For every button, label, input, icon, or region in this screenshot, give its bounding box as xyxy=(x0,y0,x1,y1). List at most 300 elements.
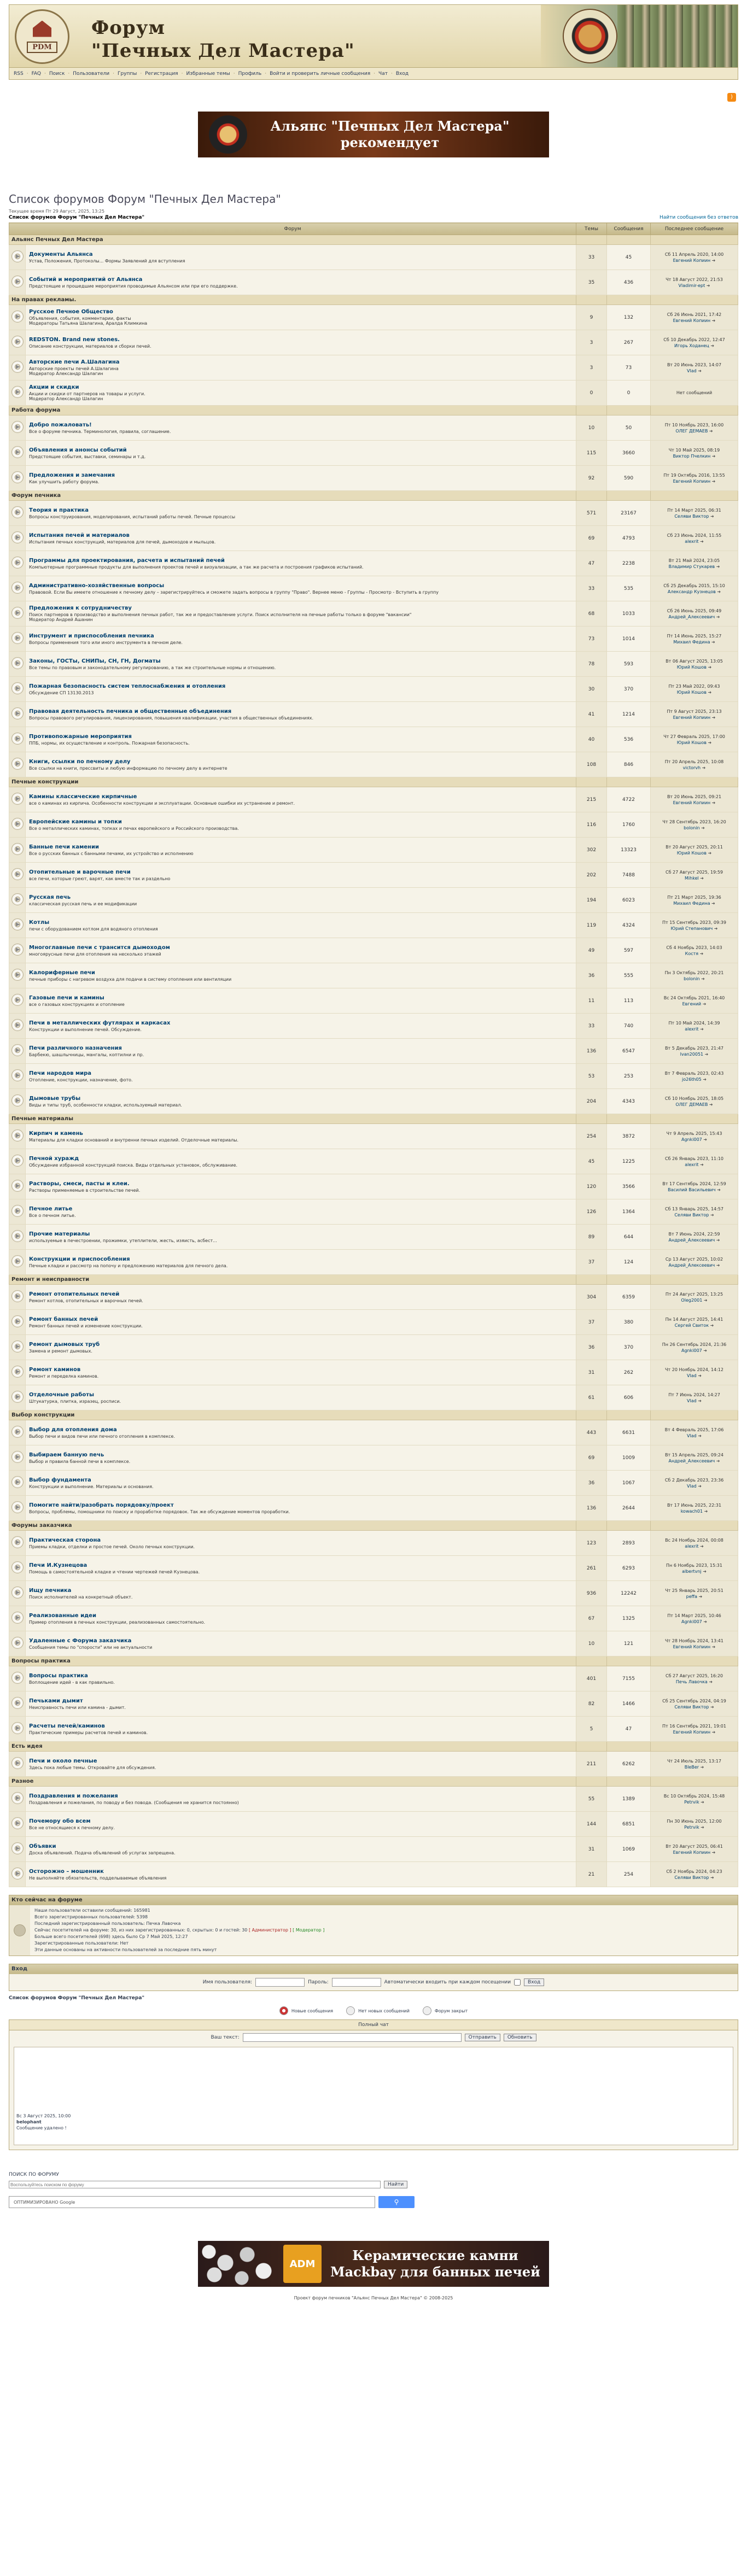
forum-row xyxy=(9,1420,738,1445)
forum-link[interactable]: Прочие материалы xyxy=(29,1231,90,1237)
last-post-date: Сб 26 Июнь 2025, 09:49 xyxy=(667,608,722,613)
last-post-arrow-icon[interactable]: ➜ xyxy=(703,1619,707,1624)
nav-item[interactable]: FAQ xyxy=(31,71,41,77)
last-post-author[interactable]: alexrit xyxy=(685,1162,699,1167)
last-post-author[interactable]: BleBer xyxy=(684,1764,699,1770)
last-post-date: Сб 26 Январь 2023, 11:10 xyxy=(664,1156,724,1161)
forum-folder-icon xyxy=(11,918,24,930)
last-post-arrow-icon[interactable]: ➜ xyxy=(700,538,704,544)
forum-link[interactable]: Осторожно – мошенник xyxy=(29,1868,104,1875)
forum-folder-icon xyxy=(11,311,24,323)
last-post-author[interactable]: Андрей_Алексеевич xyxy=(668,614,715,619)
forum-link[interactable]: Правовая деятельность печника и общественные объединения xyxy=(29,708,232,715)
last-post-author[interactable]: Евгений Копиин xyxy=(673,715,711,720)
forum-link[interactable]: REDSTON. Brand new stones. xyxy=(29,336,120,343)
forum-link[interactable]: Выбираем банную печь xyxy=(29,1451,104,1458)
forum-link[interactable]: Отделочные работы xyxy=(29,1391,95,1398)
forum-link[interactable]: Объявки xyxy=(29,1843,56,1849)
last-post-arrow-icon[interactable]: ➜ xyxy=(710,1704,714,1709)
post-count: 254 xyxy=(607,1862,651,1887)
forum-folder-icon xyxy=(11,1255,24,1267)
last-post-arrow-icon[interactable]: ➜ xyxy=(717,1187,721,1192)
category-row xyxy=(9,1114,738,1124)
last-post-arrow-icon[interactable]: ➜ xyxy=(709,428,713,434)
forum-link[interactable]: Русское Печное Общество xyxy=(29,309,113,315)
forum-link[interactable]: Ищу печника xyxy=(29,1587,72,1594)
post-count: 1325 xyxy=(607,1606,651,1631)
forum-link[interactable]: Объявления и анонсы событий xyxy=(29,447,127,453)
last-post-arrow-icon[interactable]: ➜ xyxy=(701,1824,704,1830)
last-post-arrow-icon[interactable]: ➜ xyxy=(714,926,718,931)
last-post-arrow-icon[interactable]: ➜ xyxy=(702,1001,707,1006)
last-post-arrow-icon[interactable]: ➜ xyxy=(701,976,705,981)
category-title[interactable]: Ремонт и неисправности xyxy=(9,1275,576,1285)
forum-link[interactable]: Печной хуражд xyxy=(29,1155,79,1162)
forum-link[interactable]: Предложения к сотрудничеству xyxy=(29,605,132,611)
forum-link[interactable]: Почемору обо всем xyxy=(29,1818,91,1824)
last-post-author[interactable]: Игорь Ходанец xyxy=(674,343,709,348)
forum-link[interactable]: Калориферные печи xyxy=(29,969,95,976)
forum-link[interactable]: Русская печь xyxy=(29,894,71,900)
post-count: 593 xyxy=(607,652,651,677)
forum-link[interactable]: Помогите найти/разобрать порядовку/проект xyxy=(29,1502,174,1508)
category-title[interactable]: Форум печника xyxy=(9,491,576,501)
last-post-author[interactable]: Михаил Федина xyxy=(673,639,710,645)
forum-folder-icon xyxy=(11,632,24,644)
forum-link[interactable]: Административно-хозяйственные вопросы xyxy=(29,582,165,589)
forum-link[interactable]: Печное литье xyxy=(29,1205,73,1212)
post-count: 6631 xyxy=(607,1420,651,1445)
last-post-author[interactable]: bolonin xyxy=(684,976,700,981)
search-button[interactable]: Найти xyxy=(384,2181,407,2188)
chat-send-button[interactable]: Отправить xyxy=(465,2034,500,2041)
topic-count: 261 xyxy=(576,1556,607,1581)
last-post-author[interactable]: victorvh xyxy=(682,765,701,770)
forum-link[interactable]: Программы для проектирования, расчета и испытаний печей xyxy=(29,557,225,564)
last-post-arrow-icon[interactable]: ➜ xyxy=(698,1398,702,1403)
forum-folder-icon xyxy=(11,868,24,880)
last-post-author[interactable]: Василий Васильевич xyxy=(668,1187,716,1192)
adm-banner[interactable]: ADM Керамические камни Mackbay для банных печей xyxy=(198,2241,549,2287)
forum-link[interactable]: Предложения и замечания xyxy=(29,472,115,478)
last-post-author[interactable]: Андрей_Алексеевич xyxy=(668,1237,715,1243)
last-post-arrow-icon[interactable]: ➜ xyxy=(704,1051,709,1057)
last-post-author[interactable]: Vlad xyxy=(687,1398,697,1403)
forum-link[interactable]: Ремонт каминов xyxy=(29,1366,81,1373)
forum-folder-icon xyxy=(11,843,24,855)
col-last: Последнее сообщение xyxy=(651,223,738,235)
last-post-arrow-icon[interactable]: ➜ xyxy=(698,1433,702,1438)
last-post-arrow-icon[interactable]: ➜ xyxy=(711,900,715,906)
forum-row xyxy=(9,1124,738,1149)
forum-link[interactable]: Печи в металлических футлярах и каркасах xyxy=(29,1020,171,1026)
topic-count: 215 xyxy=(576,787,607,812)
last-post-author[interactable]: Юрий Кошов xyxy=(676,689,707,695)
last-post-author[interactable]: Vlad xyxy=(687,1433,697,1438)
last-post-arrow-icon[interactable]: ➜ xyxy=(716,1458,720,1463)
last-post-arrow-icon[interactable]: ➜ xyxy=(708,850,712,856)
category-title[interactable]: Печные конструкции xyxy=(9,777,576,787)
forum-link[interactable]: Вопросы практика xyxy=(29,1672,88,1679)
nav-item[interactable]: Пользователи xyxy=(73,71,110,77)
forum-link[interactable]: Реализованные идеи xyxy=(29,1612,96,1619)
forum-folder-icon xyxy=(11,1722,24,1734)
last-post-author[interactable]: Petrvik xyxy=(684,1824,699,1830)
forum-row xyxy=(9,1250,738,1275)
forum-link[interactable]: Теория и практика xyxy=(29,507,89,513)
forum-link[interactable]: Практическая сторона xyxy=(29,1537,101,1543)
forum-link[interactable]: Европейские камины и топки xyxy=(29,818,122,825)
nav-item[interactable]: Избранные темы xyxy=(186,71,230,77)
forum-link[interactable]: Банные печи камении xyxy=(29,844,99,850)
last-post-author[interactable]: Ivan20051 xyxy=(680,1051,704,1057)
password-input[interactable] xyxy=(332,1978,381,1987)
last-post-author[interactable]: alexrit xyxy=(685,1543,699,1549)
forum-link[interactable]: Печи различного назначения xyxy=(29,1045,122,1051)
last-post-author[interactable]: Селяви Виктор xyxy=(674,1212,709,1217)
last-post-arrow-icon[interactable]: ➜ xyxy=(711,318,716,323)
nav-item[interactable]: Регистрация xyxy=(145,71,178,77)
google-search-button[interactable] xyxy=(378,2196,415,2208)
forum-row xyxy=(9,863,738,888)
nav-item[interactable]: Профиль xyxy=(238,71,262,77)
last-post-author[interactable]: Agnki007 xyxy=(681,1619,702,1624)
forum-link[interactable]: Инструмент и приспособления печника xyxy=(29,633,154,639)
forum-link[interactable]: Котлы xyxy=(29,919,50,926)
forum-link[interactable]: Расчеты печей/каминов xyxy=(29,1723,105,1729)
last-post-author[interactable]: Владимир Стукарев xyxy=(668,564,715,569)
forum-link[interactable]: Ремонт банных печей xyxy=(29,1316,98,1322)
forum-link[interactable]: Кирпич и камень xyxy=(29,1130,83,1137)
forum-link[interactable]: Печи народов мира xyxy=(29,1070,92,1076)
forum-folder-icon xyxy=(11,994,24,1006)
last-post-author[interactable]: Костя xyxy=(685,951,699,956)
search-input[interactable] xyxy=(9,2181,381,2188)
chat-input[interactable] xyxy=(243,2033,462,2042)
last-post-author[interactable]: albertvnj xyxy=(682,1568,702,1574)
forum-folder-icon xyxy=(11,1426,24,1438)
last-post-arrow-icon[interactable]: ➜ xyxy=(711,1849,716,1855)
forum-link[interactable]: Пожарная безопасность систем теплоснабжения и отопления xyxy=(29,683,226,689)
chat-refresh-button[interactable]: Обновить xyxy=(504,2034,536,2041)
breadcrumb[interactable]: Список форумов Форум "Печных Дел Мастера" xyxy=(9,215,145,220)
last-post-arrow-icon[interactable]: ➜ xyxy=(710,513,714,519)
forum-folder-icon xyxy=(11,1044,24,1056)
topic-count: 47 xyxy=(576,551,607,576)
username-input[interactable] xyxy=(255,1978,305,1987)
last-post-arrow-icon[interactable]: ➜ xyxy=(703,1076,707,1082)
forum-link[interactable]: Законы, ГОСТы, СНИПы, СН, ГН, Догматы xyxy=(29,658,161,664)
chat-messages[interactable]: Вс 3 Август 2025, 10:00 belophant Сообщение удалено ! xyxy=(14,2047,733,2145)
last-post-author[interactable]: Юрий Кошов xyxy=(676,664,707,670)
search-icon: ⚲ xyxy=(394,2198,399,2206)
col-forum: Форум xyxy=(9,223,576,235)
category-title[interactable]: Вопросы практика xyxy=(9,1656,576,1666)
category-title[interactable]: Форумы заказчика xyxy=(9,1521,576,1531)
forum-link[interactable]: Удаленные с Форума заказчика xyxy=(29,1637,132,1644)
forum-link[interactable]: Испытания печей и материалов xyxy=(29,532,130,538)
autologin-checkbox[interactable] xyxy=(514,1979,521,1986)
forum-link[interactable]: Событий и мероприятий от Альянса xyxy=(29,276,143,283)
last-post-author[interactable]: Михаил Федина xyxy=(673,900,710,906)
last-post-author[interactable]: Юрий Степанович xyxy=(670,926,713,931)
forum-desc: Все о форуме печника. Терминология, правила, соглашение. xyxy=(29,429,171,434)
forum-row xyxy=(9,652,738,677)
forum-folder-icon xyxy=(11,1637,24,1649)
category-title[interactable]: Есть идея xyxy=(9,1742,576,1752)
topic-count: 11 xyxy=(576,988,607,1014)
forum-row xyxy=(9,355,738,380)
post-count: 6547 xyxy=(607,1039,651,1064)
last-post-author[interactable]: Виктор Пчелкин xyxy=(673,453,711,459)
last-post-author[interactable]: Андрей_Алексеевич xyxy=(668,1262,715,1268)
forum-desc: Поздравления и пожелания, по поводу и без повода. (Сообщения не хранится постоянно) xyxy=(29,1800,239,1805)
forum-locked-icon xyxy=(423,2006,431,2015)
topic-count: 9 xyxy=(576,305,607,330)
last-post-author[interactable]: ОЛЕГ ДЕМАЕВ xyxy=(675,428,708,434)
topic-count: 68 xyxy=(576,601,607,627)
last-post-author[interactable]: Селяви Виктор xyxy=(674,1704,709,1709)
last-post-author[interactable]: kowach01 xyxy=(680,1508,703,1514)
last-post-arrow-icon[interactable]: ➜ xyxy=(710,343,715,348)
rss-icon[interactable]: ) xyxy=(727,93,736,102)
forum-row xyxy=(9,1089,738,1114)
last-post-author[interactable]: peffa xyxy=(686,1594,698,1599)
nav-item[interactable]: Войти и проверить личные сообщения xyxy=(270,71,371,77)
last-post-author[interactable]: Селяви Виктор xyxy=(674,1875,709,1880)
last-post-arrow-icon[interactable]: ➜ xyxy=(716,614,720,619)
forum-link[interactable]: Газовые печи и камины xyxy=(29,994,104,1001)
last-post-author[interactable]: Petrvik xyxy=(684,1799,699,1805)
last-post-arrow-icon[interactable]: ➜ xyxy=(703,1348,707,1353)
last-post-arrow-icon[interactable]: ➜ xyxy=(703,1568,707,1574)
forum-folder-icon xyxy=(11,1817,24,1829)
last-post-arrow-icon[interactable]: ➜ xyxy=(716,1262,720,1268)
last-post-arrow-icon[interactable]: ➜ xyxy=(711,453,716,459)
post-count: 23167 xyxy=(607,501,651,526)
forum-link[interactable]: Растворы, смеси, пасты и клеи. xyxy=(29,1180,130,1187)
forum-link[interactable]: Авторские печи А.Шалагина xyxy=(29,359,120,365)
last-post-author[interactable]: Vlad xyxy=(687,368,697,373)
forum-link[interactable]: Поздравления и пожелания xyxy=(29,1793,118,1799)
forum-link[interactable]: Добро пожаловать! xyxy=(29,421,92,428)
last-post-arrow-icon[interactable]: ➜ xyxy=(716,564,720,569)
last-post-arrow-icon[interactable]: ➜ xyxy=(711,257,716,263)
last-post-arrow-icon[interactable]: ➜ xyxy=(701,1799,704,1805)
forum-link[interactable]: Печи и около печные xyxy=(29,1758,97,1764)
no-new-posts-icon xyxy=(346,2006,355,2015)
forum-folder-icon xyxy=(11,1586,24,1599)
forum-link[interactable]: Камины классические кирпичные xyxy=(29,793,137,800)
last-post-arrow-icon[interactable]: ➜ xyxy=(711,639,715,645)
last-post-author[interactable]: Евгений Копиин xyxy=(673,478,711,484)
forum-row xyxy=(9,1225,738,1250)
forum-link[interactable]: Печьками дымит xyxy=(29,1697,83,1704)
nav-item[interactable]: Чат xyxy=(378,71,388,77)
forum-link[interactable]: Ремонт дымовых труб xyxy=(29,1341,100,1348)
forum-row xyxy=(9,913,738,938)
category-title[interactable]: Печные материалы xyxy=(9,1114,576,1124)
post-count: 370 xyxy=(607,677,651,702)
last-post-arrow-icon[interactable]: ➜ xyxy=(708,664,712,670)
forum-link[interactable]: Многоглавные печи с трансится дымоходом xyxy=(29,944,170,951)
nav-item[interactable]: RSS xyxy=(14,71,24,77)
category-title[interactable]: Работа форума xyxy=(9,406,576,415)
last-post-date: Чт 10 Май 2025, 08:19 xyxy=(668,447,720,453)
forum-folder-icon xyxy=(11,1867,24,1880)
forum-link[interactable]: Ремонт отопительных печей xyxy=(29,1291,120,1297)
site-logo[interactable] xyxy=(9,5,75,68)
last-post-author[interactable]: ОЛЕГ ДЕМАЕВ xyxy=(675,1102,708,1107)
last-post-arrow-icon[interactable]: ➜ xyxy=(711,478,716,484)
last-post-arrow-icon[interactable]: ➜ xyxy=(708,689,712,695)
category-title[interactable]: На правах рекламы. xyxy=(9,295,576,305)
topic-count: 61 xyxy=(576,1385,607,1410)
forum-link[interactable]: Дымовые трубы xyxy=(29,1095,81,1102)
post-count: 0 xyxy=(607,380,651,406)
post-count: 3566 xyxy=(607,1174,651,1199)
forum-link[interactable]: Выбор фундамента xyxy=(29,1477,91,1483)
last-post-author[interactable]: Андрей_Алексеевич xyxy=(668,1458,715,1463)
last-post-author[interactable]: Сергей Свиток xyxy=(674,1322,709,1328)
forum-desc: Доска объявлений. Подача объявлений об услугах запрещена. xyxy=(29,1850,176,1855)
last-post-author[interactable]: Agnki007 xyxy=(681,1348,702,1353)
post-count: 436 xyxy=(607,270,651,295)
forum-folder-icon xyxy=(11,361,24,373)
last-post-date: Чт 9 Апрель 2025, 15:43 xyxy=(666,1131,722,1136)
forum-folder-icon xyxy=(11,1069,24,1081)
last-post-author[interactable]: Евгений Копиин xyxy=(673,318,711,323)
last-post-arrow-icon[interactable]: ➜ xyxy=(700,1764,704,1770)
last-post-arrow-icon[interactable]: ➜ xyxy=(710,1322,714,1328)
last-post-arrow-icon[interactable]: ➜ xyxy=(700,1543,704,1549)
last-post-author[interactable]: Печь Лавочка xyxy=(675,1679,708,1684)
post-count: 1466 xyxy=(607,1691,651,1717)
last-post-arrow-icon[interactable]: ➜ xyxy=(716,1237,720,1243)
last-post-author[interactable]: Oleg2001 xyxy=(681,1297,703,1303)
last-post-author[interactable]: alexrit xyxy=(685,1026,699,1032)
last-post-arrow-icon[interactable]: ➜ xyxy=(706,283,710,288)
last-post-date: Вт 15 Апрель 2025, 09:24 xyxy=(665,1452,723,1457)
last-post-arrow-icon[interactable]: ➜ xyxy=(702,765,706,770)
category-title[interactable]: Выбор конструкции xyxy=(9,1410,576,1420)
last-post-author[interactable]: Евгений Копиин xyxy=(673,1644,711,1649)
forum-link[interactable]: Отопительные и варочные печи xyxy=(29,869,131,875)
topic-count: 45 xyxy=(576,1149,607,1174)
nav-item[interactable]: Группы xyxy=(117,71,137,77)
nav-item[interactable]: Вход xyxy=(395,71,409,77)
last-post-arrow-icon[interactable]: ➜ xyxy=(700,875,704,881)
last-post-author[interactable]: Vlad xyxy=(687,1373,697,1378)
forum-link[interactable]: Выбор для отопления дома xyxy=(29,1426,117,1433)
last-post-arrow-icon[interactable]: ➜ xyxy=(711,715,716,720)
last-post-author[interactable]: Евгений Копиин xyxy=(673,1849,711,1855)
last-post-author[interactable]: Селяви Виктор xyxy=(674,513,709,519)
last-post-author[interactable]: Юрий Кошов xyxy=(676,850,707,856)
forum-row xyxy=(9,1199,738,1225)
forum-link[interactable]: Конструкции и приспособления xyxy=(29,1256,130,1262)
topic-count: 304 xyxy=(576,1285,607,1310)
forum-link[interactable]: Документы Альянса xyxy=(29,251,93,257)
last-post-author[interactable]: alexrit xyxy=(685,538,699,544)
last-post-date: Сб 11 Апрель 2020, 14:00 xyxy=(664,251,724,257)
last-post-arrow-icon[interactable]: ➜ xyxy=(701,825,705,830)
last-post-author[interactable]: Vlad xyxy=(687,1483,697,1489)
last-post-arrow-icon[interactable]: ➜ xyxy=(698,1594,703,1599)
last-post-arrow-icon[interactable]: ➜ xyxy=(704,1508,708,1514)
last-post-arrow-icon[interactable]: ➜ xyxy=(710,1875,714,1880)
last-post-author[interactable]: Agnki007 xyxy=(681,1137,702,1142)
unanswered-link[interactable]: Найти сообщения без ответов xyxy=(660,215,738,220)
last-post-arrow-icon[interactable]: ➜ xyxy=(708,740,712,745)
forum-link[interactable]: Печи И.Кузнецова xyxy=(29,1562,87,1568)
last-post-author[interactable]: bolonin xyxy=(684,825,700,830)
forum-desc: Предстоящие события, выставки, семинары и т.д. xyxy=(29,454,146,459)
last-post-arrow-icon[interactable]: ➜ xyxy=(717,589,721,594)
footer-breadcrumb[interactable]: Список форумов Форум "Печных Дел Мастера" xyxy=(9,1995,145,2001)
topic-count: 36 xyxy=(576,1471,607,1496)
last-post-date: Сб 10 Декабрь 2022, 12:47 xyxy=(663,337,725,342)
last-post-arrow-icon[interactable]: ➜ xyxy=(700,1162,704,1167)
forum-link[interactable]: Книги, ссылки по печному делу xyxy=(29,758,131,765)
forum-link[interactable]: Акции и скидки xyxy=(29,384,79,390)
last-post-author[interactable]: Александр Кузнецов xyxy=(667,589,716,594)
category-row xyxy=(9,491,738,501)
chat-title[interactable]: Полный чат xyxy=(9,2020,738,2030)
forum-desc: Штукатурка, плитка, изразец, росписи. xyxy=(29,1398,121,1404)
last-post-arrow-icon[interactable]: ➜ xyxy=(700,1026,704,1032)
forum-desc: Описание конструкции, материалов и сборки печей. xyxy=(29,343,151,349)
last-post-author[interactable]: Mihkel xyxy=(685,875,699,881)
last-post-arrow-icon[interactable]: ➜ xyxy=(709,1679,713,1684)
last-post-author[interactable]: jo26th05 xyxy=(682,1076,702,1082)
category-title[interactable]: Разное xyxy=(9,1777,576,1787)
last-post-arrow-icon[interactable]: ➜ xyxy=(703,1297,708,1303)
last-post-date: Пт 16 Сентябрь 2021, 19:01 xyxy=(662,1723,726,1729)
last-post-date: Пт 20 Апрель 2025, 10:08 xyxy=(664,759,724,764)
last-post-arrow-icon[interactable]: ➜ xyxy=(711,1644,716,1649)
post-count: 2644 xyxy=(607,1496,651,1521)
alliance-banner[interactable]: Альянс "Печных Дел Мастера" рекомендует xyxy=(198,112,549,157)
forum-link[interactable]: Противопожарные мероприятия xyxy=(29,733,132,740)
last-post-author[interactable]: Юрий Кошов xyxy=(676,740,707,745)
last-post-arrow-icon[interactable]: ➜ xyxy=(699,951,704,956)
forum-desc: Предстоящие и прошедшие мероприятия проводимые Альянсом или при его поддержке. xyxy=(29,283,238,289)
last-post-arrow-icon[interactable]: ➜ xyxy=(711,800,716,805)
last-post-author[interactable]: Евгений Копиин xyxy=(673,1729,711,1735)
topic-count: 67 xyxy=(576,1606,607,1631)
forum-folder-icon xyxy=(11,1757,24,1769)
last-post-author[interactable]: Евгений Копиин xyxy=(673,800,711,805)
last-post-arrow-icon[interactable]: ➜ xyxy=(698,1483,702,1489)
last-post-author[interactable]: Vladimir-ept xyxy=(678,283,705,288)
last-post-author[interactable]: Евгений Копиин xyxy=(673,257,711,263)
last-post-arrow-icon[interactable]: ➜ xyxy=(709,1102,713,1107)
last-post-date: Нет сообщений xyxy=(676,390,713,395)
google-search-input[interactable]: ОПТИМИЗИРОВАНО Google xyxy=(9,2196,375,2208)
last-post-arrow-icon[interactable]: ➜ xyxy=(698,1373,702,1378)
login-button[interactable]: Вход xyxy=(524,1978,544,1986)
last-post-arrow-icon[interactable]: ➜ xyxy=(698,368,702,373)
last-post-arrow-icon[interactable]: ➜ xyxy=(710,1212,714,1217)
forum-folder-icon xyxy=(11,506,24,518)
last-post-arrow-icon[interactable]: ➜ xyxy=(703,1137,707,1142)
last-post-author[interactable]: Евгений xyxy=(682,1001,702,1006)
category-title[interactable]: Альянс Печных Дел Мастера xyxy=(9,235,576,245)
forum-desc: все о газовых конструкциях и отопление xyxy=(29,1002,125,1007)
last-post-arrow-icon[interactable]: ➜ xyxy=(711,1729,716,1735)
nav-item[interactable]: Поиск xyxy=(49,71,65,77)
